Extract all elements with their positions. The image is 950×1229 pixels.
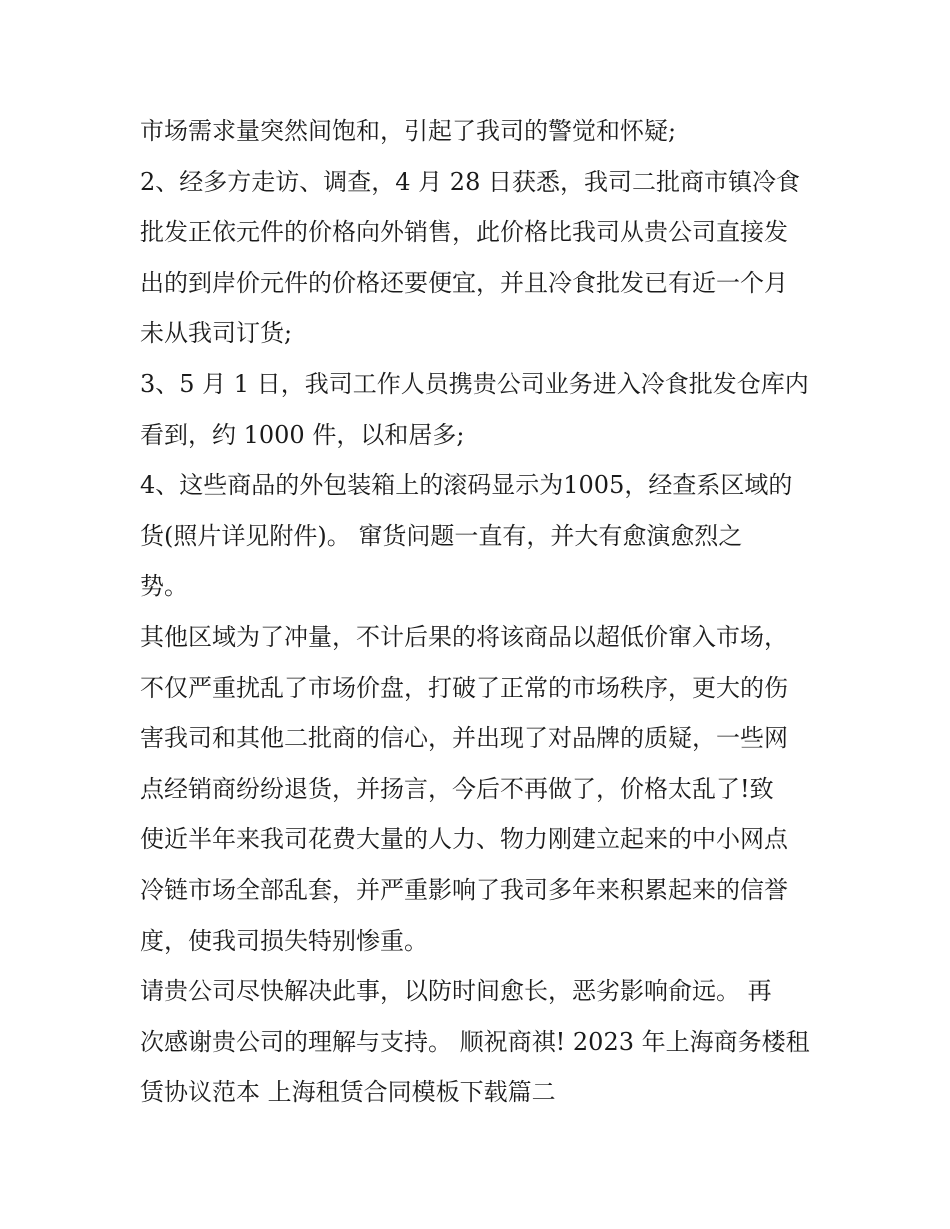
text-line: 不仅严重扰乱了市场价盘，打破了正常的市场秩序，更大的伤 [140, 673, 788, 702]
text-line: 请贵公司尽快解决此事，以防时间愈长，恶劣影响俞远。 再 [140, 977, 772, 1006]
text-line: 2、经多方走访、调查，4 月 28 日获悉，我司二批商市镇冷食 [140, 167, 800, 196]
text-line: 批发正依元件的价格向外销售，此价格比我司从贵公司直接发 [140, 218, 788, 247]
text-line: 其他区域为了冲量，不计后果的将该商品以超低价窜入市场， [140, 622, 788, 651]
text-line: 3、5 月 1 日，我司工作人员携贵公司业务进入冷食批发仓库内 [140, 369, 809, 398]
text-line: 未从我司订货; [140, 319, 293, 348]
text-line: 出的到岸价元件的价格还要便宜，并且冷食批发已有近一个月 [140, 268, 788, 297]
document-body [140, 106, 820, 1118]
text-line: 冷链市场全部乱套，并严重影响了我司多年来积累起来的信誉 [140, 875, 788, 904]
text-line: 害我司和其他二批商的信心，并出现了对品牌的质疑，一些网 [140, 724, 788, 753]
text-line: 次感谢贵公司的理解与支持。 顺祝商祺! 2023 年上海商务楼租 [140, 1027, 810, 1056]
text-line: 赁协议范本 上海租赁合同模板下载篇二 [140, 1078, 556, 1107]
text-line: 4、这些商品的外包装箱上的滚码显示为1005，经查系区域的 [140, 471, 793, 500]
text-line: 市场需求量突然间饱和，引起了我司的警觉和怀疑; [140, 117, 677, 145]
text-line: 看到，约 1000 件，以和居多; [140, 420, 465, 449]
text-line: 势。 [140, 572, 188, 601]
text-line: 度，使我司损失特别惨重。 [140, 926, 428, 955]
text-line: 货(照片详见附件)。 窜货问题一直有，并大有愈演愈烈之 [140, 521, 743, 550]
text-line: 点经销商纷纷退货，并扬言，今后不再做了，价格太乱了!致 [140, 774, 774, 803]
text-line: 使近半年来我司花费大量的人力、物力刚建立起来的中小网点 [140, 825, 788, 854]
